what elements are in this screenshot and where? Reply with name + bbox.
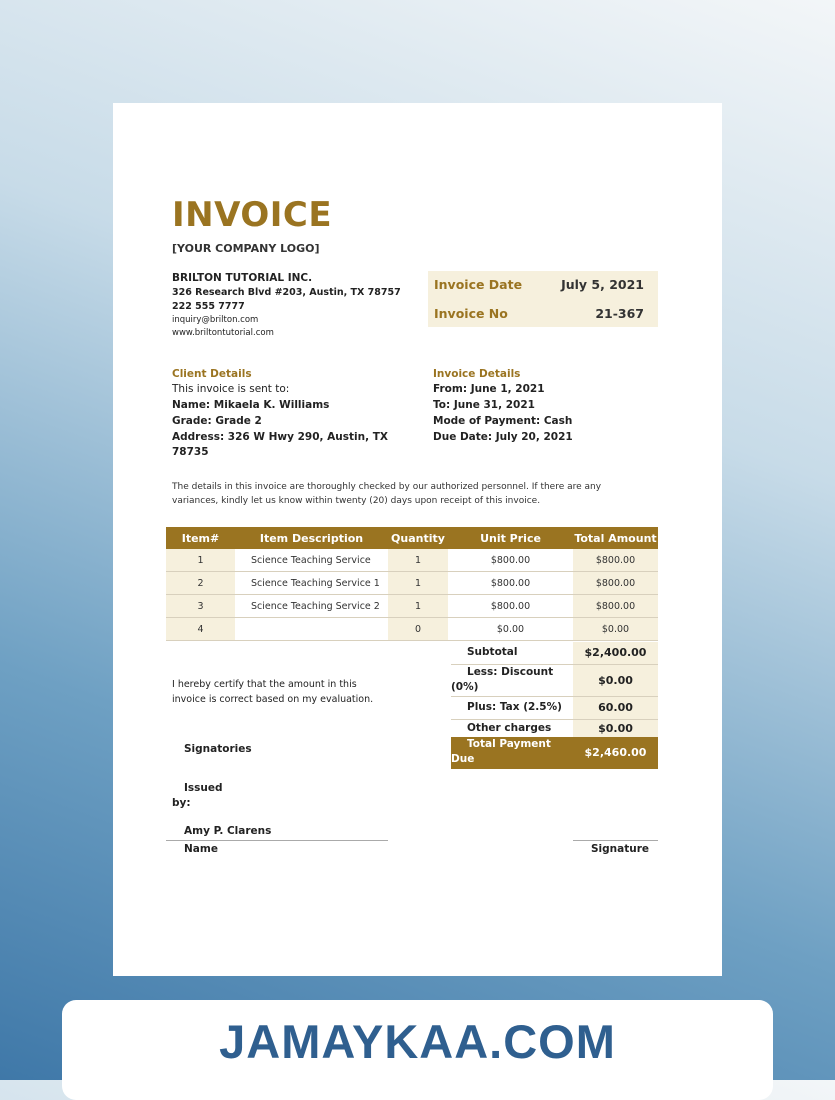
item-quantity: 0 [388, 618, 448, 641]
signature-underline [573, 840, 658, 841]
name-underline [166, 840, 388, 841]
client-name: Name: Mikaela K. Williams [172, 399, 330, 411]
invoice-note-line1: The details in this invoice are thoroughly checked by our authorized personnel. If there are any [172, 482, 602, 492]
client-grade: Grade: Grade 2 [172, 415, 262, 427]
items-table [166, 527, 658, 641]
details-to: To: June 31, 2021 [433, 399, 535, 411]
item-unit-price: $800.00 [448, 572, 573, 595]
company-website: www.briltontutorial.com [172, 328, 274, 338]
header-unit-price: Unit Price [448, 527, 573, 549]
tax-label: Plus: Tax (2.5%) [467, 701, 562, 713]
invoice-note [172, 480, 642, 508]
tax-value: 60.00 [573, 697, 658, 719]
total-due-row [451, 737, 658, 769]
invoice-no-label: Invoice No [434, 306, 508, 321]
discount-label-line1: Less: Discount [467, 666, 554, 678]
other-charges-label: Other charges [467, 722, 552, 734]
item-quantity: 1 [388, 572, 448, 595]
issued-by-label-line1: Issued [184, 782, 223, 794]
header-total-amount: Total Amount [573, 527, 658, 549]
company-name: BRILTON TUTORIAL INC. [172, 272, 313, 284]
invoice-note-line2: variances, kindly let us know within twenty (20) days upon receipt of this invoice. [172, 496, 541, 506]
company-logo-placeholder: [YOUR COMPANY LOGO] [172, 242, 320, 255]
table-row [166, 595, 658, 618]
item-total: $800.00 [573, 572, 658, 595]
item-number: 2 [166, 572, 235, 595]
company-phone: 222 555 7777 [172, 301, 245, 312]
subtotal-row [451, 642, 658, 665]
item-description: Science Teaching Service 2 [235, 595, 388, 618]
invoice-no-value: 21-367 [595, 306, 644, 321]
subtotal-value: $2,400.00 [573, 642, 658, 664]
signatories-heading: Signatories [184, 743, 252, 755]
other-charges-row [451, 720, 658, 737]
client-details-heading: Client Details [172, 368, 252, 380]
signature-label: Signature [591, 843, 650, 855]
discount-value: $0.00 [573, 665, 658, 696]
header-description: Item Description [235, 527, 388, 549]
invoice-date-row [428, 271, 658, 299]
item-description [235, 618, 388, 641]
item-number: 4 [166, 618, 235, 641]
item-unit-price: $0.00 [448, 618, 573, 641]
items-table-header [166, 527, 658, 549]
client-address-line1: Address: 326 W Hwy 290, Austin, TX [172, 431, 389, 443]
invoice-meta-box [428, 271, 658, 327]
total-due-value: $2,460.00 [584, 746, 647, 759]
details-due-date: Due Date: July 20, 2021 [433, 431, 573, 443]
other-charges-value: $0.00 [573, 720, 658, 737]
invoice-page [113, 103, 722, 976]
company-email: inquiry@brilton.com [172, 315, 259, 325]
item-number: 3 [166, 595, 235, 618]
invoice-date-label: Invoice Date [434, 277, 523, 292]
header-quantity: Quantity [388, 527, 448, 549]
details-from: From: June 1, 2021 [433, 383, 545, 395]
item-number: 1 [166, 549, 235, 572]
item-quantity: 1 [388, 595, 448, 618]
item-description: Science Teaching Service [235, 549, 388, 572]
discount-label-line2: (0%) [451, 681, 479, 693]
total-due-label-line1: Total Payment [467, 738, 551, 750]
certification-line2: invoice is correct based on my evaluation. [172, 694, 374, 705]
invoice-details-heading: Invoice Details [433, 368, 521, 380]
company-address: 326 Research Blvd #203, Austin, TX 78757 [172, 287, 401, 298]
subtotal-label: Subtotal [467, 646, 518, 658]
item-description: Science Teaching Service 1 [235, 572, 388, 595]
item-total: $0.00 [573, 618, 658, 641]
site-name: JAMAYKAA.COM [219, 1015, 616, 1068]
details-payment-mode: Mode of Payment: Cash [433, 415, 573, 427]
certification-text [172, 677, 382, 707]
item-total: $800.00 [573, 595, 658, 618]
discount-row [451, 665, 658, 697]
client-intro: This invoice is sent to: [172, 383, 290, 395]
invoice-no-row [428, 300, 658, 328]
invoice-date-value: July 5, 2021 [561, 277, 644, 292]
item-total: $800.00 [573, 549, 658, 572]
certification-line1: I hereby certify that the amount in this [172, 679, 357, 690]
invoice-title: INVOICE [172, 195, 333, 235]
site-banner [62, 1000, 773, 1100]
item-quantity: 1 [388, 549, 448, 572]
issued-by-label-line2: by: [172, 797, 191, 809]
total-due-label-line2: Due [451, 753, 475, 765]
table-row [166, 572, 658, 595]
item-unit-price: $800.00 [448, 595, 573, 618]
tax-row [451, 697, 658, 720]
client-address-line2: 78735 [172, 446, 209, 458]
item-unit-price: $800.00 [448, 549, 573, 572]
table-row [166, 549, 658, 572]
signer-name: Amy P. Clarens [184, 825, 272, 837]
name-label: Name [184, 843, 218, 855]
table-row [166, 618, 658, 641]
header-item-no: Item# [166, 527, 235, 549]
